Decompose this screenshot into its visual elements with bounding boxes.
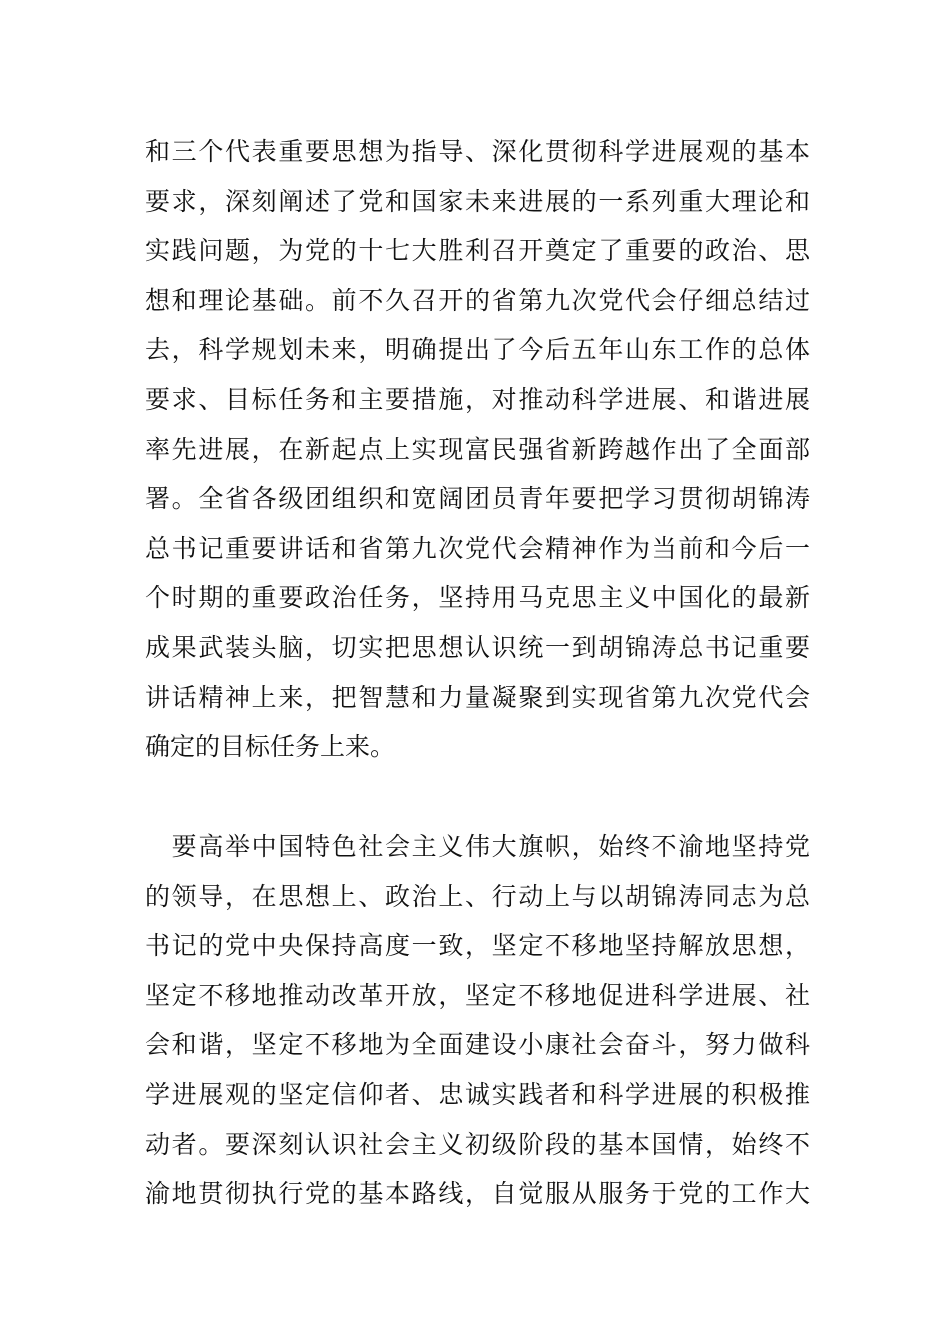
paragraph-line: 去，科学规划未来，明确提出了今后五年山东工作的总体 [145,335,810,365]
paragraph-line: 学进展观的坚定信仰者、忠诚实践者和科学进展的积极推 [145,1079,810,1109]
paragraph-1 [145,127,810,772]
paragraph-line: 要高举中国特色社会主义伟大旗帜，始终不渝地坚持党 [145,832,810,861]
paragraph-line: 要求、目标任务和主要措施，对推动科学进展、和谐进展 [145,384,810,414]
paragraph-line: 实践问题，为党的十七大胜利召开奠定了重要的政治、思 [145,236,810,266]
paragraph-line: 想和理论基础。前不久召开的省第九次党代会仔细总结过 [145,285,810,315]
paragraph-line: 坚定不移地推动改革开放，坚定不移地促进科学进展、社 [145,980,810,1010]
paragraph-line: 会和谐，坚定不移地为全面建设小康社会奋斗，努力做科 [145,1030,810,1060]
paragraph-line: 和三个代表重要思想为指导、深化贯彻科学进展观的基本 [145,137,810,166]
paragraph-line: 确定的目标任务上来。 [145,732,396,762]
paragraph-line: 成果武装头脑，切实把思想认识统一到胡锦涛总书记重要 [145,632,810,662]
paragraph-line: 总书记重要讲话和省第九次党代会精神作为当前和今后一 [145,533,810,563]
paragraph-line: 讲话精神上来，把智慧和力量凝聚到实现省第九次党代会 [145,682,810,712]
paragraph-line: 要求，深刻阐述了党和国家未来进展的一系列重大理论和 [145,186,810,216]
paragraph-line: 个时期的重要政治任务，坚持用马克思主义中国化的最新 [145,583,810,613]
paragraph-line: 动者。要深刻认识社会主义初级阶段的基本国情，始终不 [145,1129,810,1159]
paragraph-line: 署。全省各级团组织和宽阔团员青年要把学习贯彻胡锦涛 [145,484,810,514]
paragraph-line: 的领导，在思想上、政治上、行动上与以胡锦涛同志为总 [145,881,810,911]
paragraph-line: 率先进展，在新起点上实现富民强省新跨越作出了全面部 [145,434,810,464]
paragraph-line: 书记的党中央保持高度一致，坚定不移地坚持解放思想， [145,931,810,961]
paragraph-2 [145,822,810,1219]
paragraph-line: 渝地贯彻执行党的基本路线，自觉服从服务于党的工作大 [145,1179,810,1209]
